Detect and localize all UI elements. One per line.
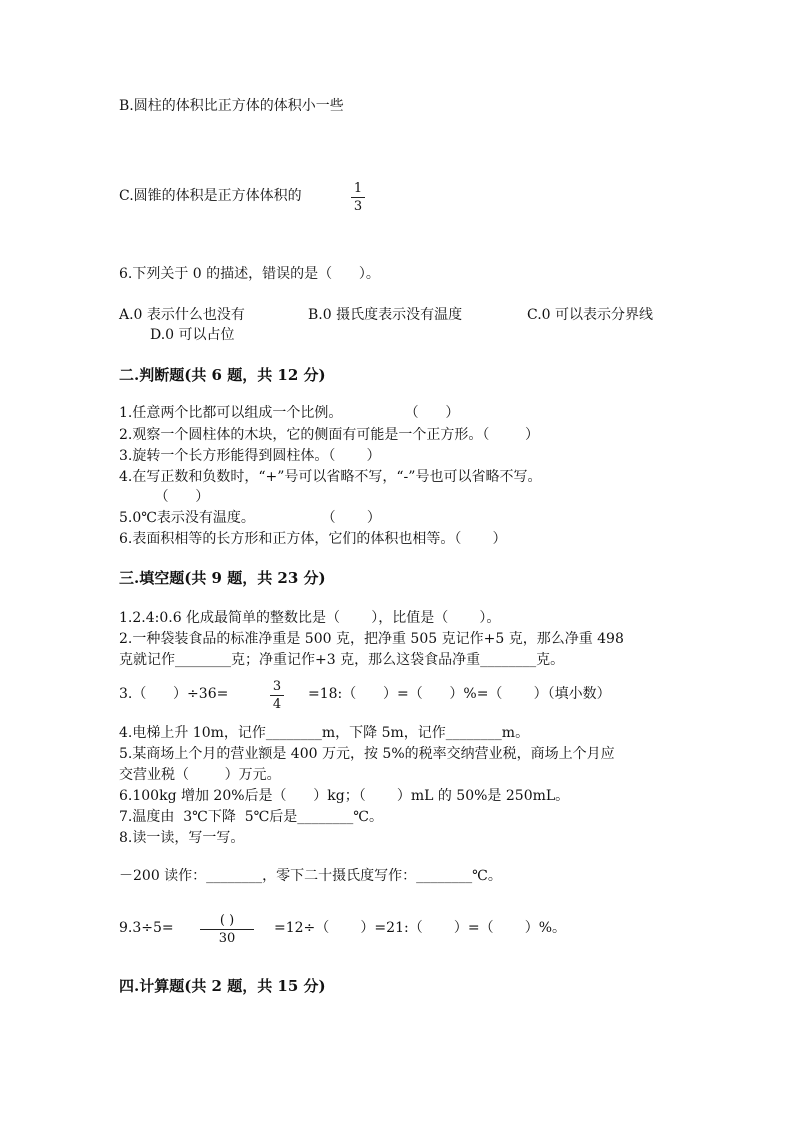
fill-item-5-line1: 5.某商场上个月的营业额是 400 万元，按 5%的税率交纳营业税，商场上个月应 bbox=[119, 746, 615, 762]
judgement-item: 2.观察一个圆柱体的木块，它的侧面有可能是一个正方形。（ ） bbox=[119, 427, 539, 443]
q6-option-a: A.0 表示什么也没有 bbox=[119, 307, 245, 323]
section-heading-judgement: 二.判断题(共 6 题，共 12 分) bbox=[119, 366, 326, 384]
fraction-bar bbox=[200, 929, 254, 930]
fraction-numerator: 1 bbox=[353, 181, 363, 196]
q6-stem: 6.下列关于 0 的描述，错误的是（ ）。 bbox=[119, 266, 380, 282]
section-heading-fill-in: 三.填空题(共 9 题，共 23 分) bbox=[119, 569, 326, 587]
judgement-item: 4.在写正数和负数时，“+”号可以省略不写，“-”号也可以省略不写。 bbox=[119, 469, 542, 485]
fraction-denominator: 4 bbox=[272, 697, 282, 712]
fraction-denominator: 3 bbox=[353, 199, 363, 214]
fraction-denominator: 30 bbox=[218, 931, 236, 946]
fill-item-9-right: =12÷（ ）=21:（ ）=（ ）%。 bbox=[274, 920, 567, 936]
fill-item-2-line1: 2.一种袋装食品的标准净重是 500 克，把净重 505 克记作+5 克，那么净重 498 bbox=[119, 631, 624, 647]
fill-item-3-left: 3.（ ）÷36= bbox=[119, 686, 229, 702]
fraction-bar bbox=[270, 695, 284, 696]
fill-item-9-left: 9.3÷5= bbox=[119, 920, 174, 936]
fill-item-3-right: =18:（ ）=（ ）%=（ ）（填小数） bbox=[308, 686, 611, 702]
judgement-item: 1.任意两个比都可以组成一个比例。 （ ） bbox=[119, 405, 460, 421]
fill-item-2-line2: 克就记作________克；净重记作+3 克，那么这袋食品净重________克。 bbox=[119, 652, 565, 668]
fill-item-6: 6.100kg 增加 20%后是（ ）kg；（ ）mL 的 50%是 250mL。 bbox=[119, 788, 570, 804]
fill-item-8: 8.读一读，写一写。 bbox=[119, 830, 245, 846]
fill-item-3-fraction bbox=[270, 679, 284, 712]
fill-item-8-content: －200 读作：________，零下二十摄氏度写作：________℃。 bbox=[119, 868, 502, 884]
fraction-bar bbox=[351, 197, 365, 198]
section-heading-calculation: 四.计算题(共 2 题，共 15 分) bbox=[119, 977, 326, 995]
fill-item-7: 7.温度由 3℃下降 5℃后是________℃。 bbox=[119, 809, 383, 825]
q5-option-b: B.圆柱的体积比正方体的体积小一些 bbox=[119, 98, 344, 114]
fill-item-9-fraction bbox=[200, 913, 254, 946]
q5-option-c: C.圆锥的体积是正方体体积的 bbox=[119, 188, 302, 204]
q6-option-c: C.0 可以表示分界线 bbox=[527, 307, 654, 323]
fraction-numerator: ( ) bbox=[219, 913, 235, 928]
q5-fraction bbox=[351, 181, 365, 214]
q6-option-b: B.0 摄氏度表示没有温度 bbox=[308, 307, 463, 323]
fill-item-4: 4.电梯上升 10m，记作________m，下降 5m，记作________m。 bbox=[119, 725, 530, 741]
fraction-numerator: 3 bbox=[272, 679, 282, 694]
fill-item-1: 1.2.4:0.6 化成最简单的整数比是（ ），比值是（ ）。 bbox=[119, 610, 501, 626]
judgement-item-answer-paren: （ ） bbox=[119, 489, 210, 505]
fill-item-5-line2: 交营业税（ ）万元。 bbox=[119, 767, 281, 783]
q6-option-d: D.0 可以占位 bbox=[150, 327, 235, 343]
judgement-item: 6.表面积相等的长方形和正方体，它们的体积也相等。（ ） bbox=[119, 531, 507, 547]
judgement-item: 3.旋转一个长方形能得到圆柱体。（ ） bbox=[119, 448, 381, 464]
judgement-item: 5.0℃表示没有温度。 （ ） bbox=[119, 510, 381, 526]
